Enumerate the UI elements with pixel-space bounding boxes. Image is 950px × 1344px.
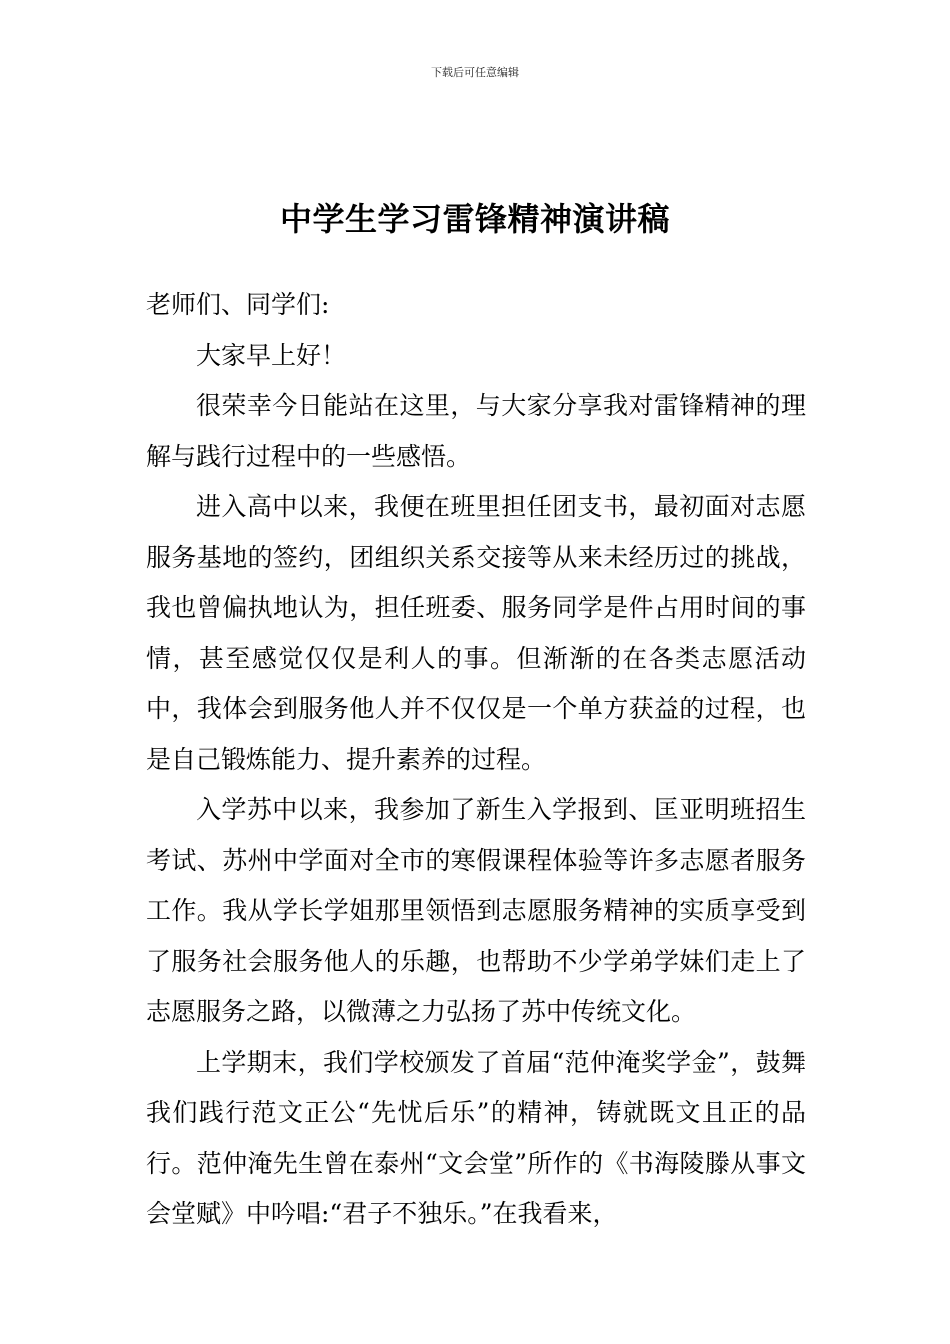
document-body <box>146 280 806 1240</box>
document-title: 中学生学习雷锋精神演讲稿 <box>279 200 670 239</box>
salutation: 老师们、同学们: <box>146 290 330 319</box>
paragraph-intro: 很荣幸今日能站在这里，与大家分享我对雷锋精神的理解与践行过程中的一些感悟。 <box>146 391 806 471</box>
paragraph-volunteer-service: 入学苏中以来，我参加了新生入学报到、匡亚明班招生考试、苏州中学面对全市的寒假课程体验等许多志愿者服务工作。我从学长学姐那里领悟到志愿服务精神的实质享受到了服务社会服务他人的乐趣，也帮助不少学弟学妹们走上了志愿服务之路，以微薄之力弘扬了苏中传统文化。 <box>146 795 806 1026</box>
paragraph-scholarship: 上学期末，我们学校颁发了首届“范仲淹奖学金”，鼓舞我们践行范文正公“先忧后乐”的精神，铸就既文且正的品行。范仲淹先生曾在泰州“文会堂”所作的《书海陵滕从事文会堂赋》中吟唱:“君子不独乐。”在我看来， <box>146 1047 806 1228</box>
header-note: 下载后可任意编辑 <box>431 66 519 79</box>
paragraph-high-school: 进入高中以来，我便在班里担任团支书，最初面对志愿服务基地的签约，团组织关系交接等从来未经历过的挑战，我也曾偏执地认为，担任班委、服务同学是件占用时间的事情，甚至感觉仅仅是利人的事。但渐渐的在各类志愿活动中，我体会到服务他人并不仅仅是一个单方获益的过程，也是自己锻炼能力、提升素养的过程。 <box>146 492 806 774</box>
paragraph-greeting: 大家早上好！ <box>196 340 347 370</box>
